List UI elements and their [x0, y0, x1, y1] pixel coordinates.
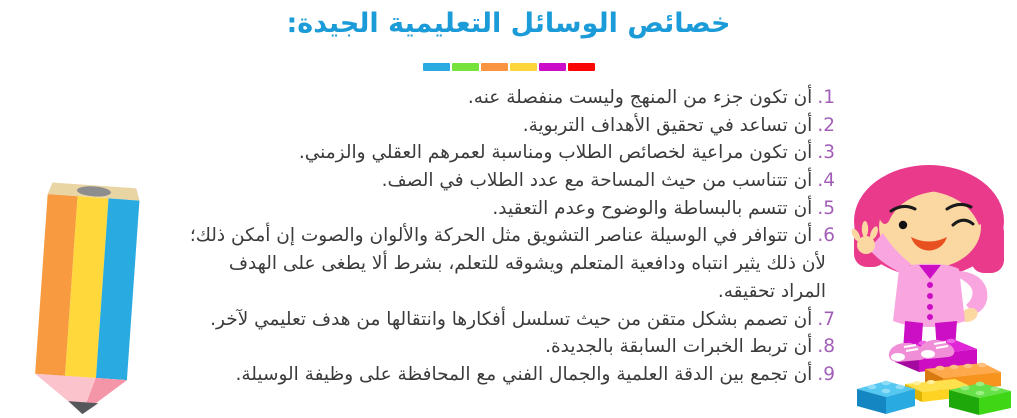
item-number: 4. [817, 170, 835, 192]
list-item [23, 222, 835, 250]
list-item [23, 361, 835, 389]
page-title: خصائص الوسائل التعليمية الجيدة: [286, 8, 731, 39]
item-number: 5. [817, 197, 835, 219]
list-item [23, 84, 835, 112]
item-text: أن تتوافر في الوسيلة عناصر التشويق مثل الحركة والألوان والصوت إن أمكن ذلك؛ [189, 225, 813, 247]
item-number: 3. [817, 142, 835, 164]
list-item-continuation [23, 278, 835, 306]
divider-segment [568, 63, 595, 71]
list-item [23, 333, 835, 361]
list-item [23, 167, 835, 195]
girl-character-icon [841, 163, 1017, 418]
divider-segment [539, 63, 566, 71]
divider-segment [481, 63, 508, 71]
item-text: أن تكون مراعية لخصائص الطلاب ومناسبة لعمرهم العقلي والزمني. [298, 142, 813, 164]
list-item [23, 139, 835, 167]
item-text: أن تصمم بشكل متقن من حيث تسلسل أفكارها وانتقالها من هدف تعليمي لآخر. [210, 308, 813, 330]
characteristics-list [23, 84, 835, 389]
divider-segment [452, 63, 479, 71]
item-text: أن تجمع بين الدقة العلمية والجمال الفني مع المحافظة على وظيفة الوسيلة. [235, 363, 813, 385]
list-item [23, 112, 835, 140]
item-number: 1. [817, 87, 835, 108]
list-item-continuation [23, 250, 835, 278]
item-text: أن تتناسب من حيث المساحة مع عدد الطلاب في الصف. [381, 170, 813, 192]
item-text: أن تساعد في تحقيق الأهداف التربوية. [522, 114, 813, 136]
item-text: لأن ذلك يثير انتباه ودافعية المتعلم ويشوقه للتعلم، بشرط ألا يطغى على الهدف [228, 253, 826, 275]
divider-segment [510, 63, 537, 71]
item-number: 2. [817, 114, 835, 136]
item-text: أن تتسم بالبساطة والوضوح وعدم التعقيد. [492, 197, 813, 219]
item-number: 6. [817, 225, 835, 247]
list-item [23, 195, 835, 223]
item-number: 8. [817, 336, 835, 358]
divider-segment [423, 63, 450, 71]
color-divider-bar [423, 63, 595, 71]
item-number: 7. [817, 308, 835, 330]
item-text: المراد تحقيقه. [717, 280, 826, 302]
item-number: 9. [817, 363, 835, 385]
item-text: أن تكون جزء من المنهج وليست منفصلة عنه. [467, 87, 813, 108]
item-text: أن تربط الخبرات السابقة بالجديدة. [545, 336, 813, 358]
list-item [23, 306, 835, 334]
